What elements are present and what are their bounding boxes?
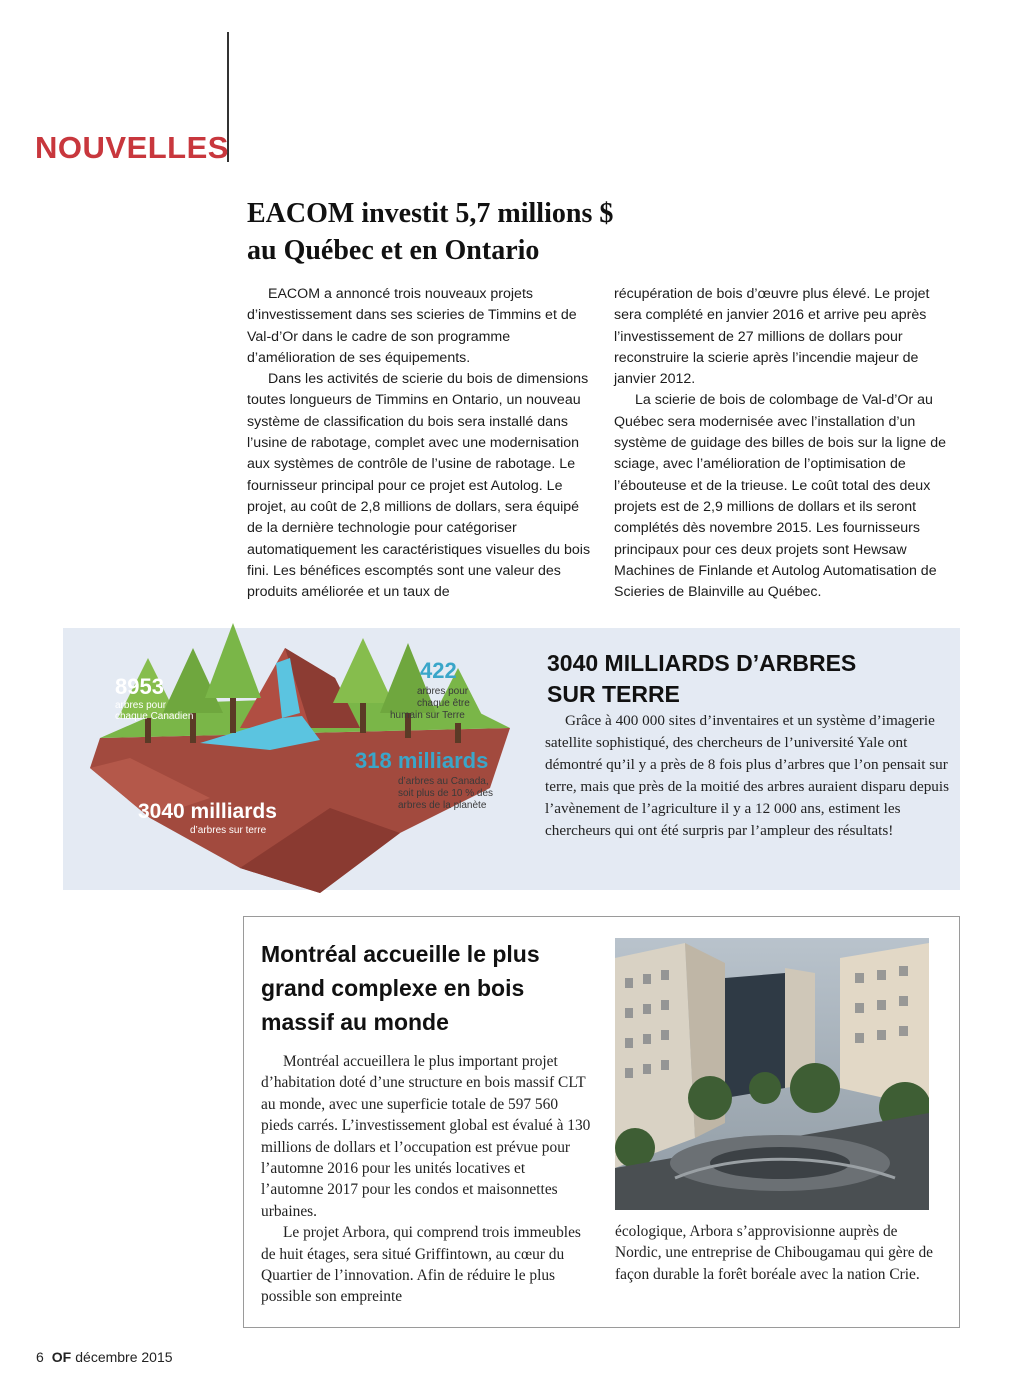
trees-title-line2: SUR TERRE — [547, 681, 680, 707]
section-label: NOUVELLES — [35, 130, 229, 165]
arbora-building-photo — [615, 938, 929, 1210]
stat-humans-label: humain sur Terre — [390, 710, 465, 721]
article1-paragraph: Dans les activités de scierie du bois de dimensions toutes longueurs de Timmins en Ontario, un nouveau système de classification du bois sera installé dans l’usine de rabotage, complet avec une modernisation aux systèmes de contrôle de l’usine de rabotage. Le fournisseur principal pour ce projet est Autolog. Le projet, au coût de 2,8 millions de dollars, sera équipé de la dernière technologie pour catégoriser automatiquement les caractéristiques visuelles du bois fini. Les bénéfices escomptés sont une valeur des produits améliorée et un taux de — [247, 371, 591, 601]
article1-title-line2: au Québec et en Ontario — [247, 235, 540, 266]
article2-title-line3: massif au monde — [261, 1009, 449, 1035]
magazine-name: OF — [51, 1349, 72, 1365]
page-footer — [36, 1349, 173, 1365]
article2-column-2 — [615, 1221, 945, 1285]
stat-canadians-label: arbres pour — [115, 700, 167, 711]
article2-paragraph: Montréal accueillera le plus important projet d’habitation doté d’une structure en bois massif CLT au monde, avec une superficie totale de 597 560 pieds carrés. L’investissement global est évalué à 130 millions de dollars et l’occupation est prévue pour l’automne 2016 pour les unités locatives et l’automne 2017 pour les condos et maisonnettes urbaines. — [261, 1053, 591, 1220]
issue-date: décembre 2015 — [75, 1349, 173, 1365]
floating-island-infographic — [70, 618, 540, 898]
trees-article-title — [547, 648, 957, 710]
article1-title-line1: EACOM investit 5,7 millions $ — [247, 198, 614, 229]
stat-canada-label: soit plus de 10 % des — [398, 788, 494, 799]
stat-humans-label: arbres pour — [417, 686, 469, 697]
stat-humans-label: chaque être — [417, 698, 470, 709]
article2-title-line2: grand complexe en bois — [261, 975, 525, 1001]
article2-paragraph: Le projet Arbora, qui comprend trois immeubles de huit étages, sera situé Griffintown, au cœur du Quartier de l’innovation. Afin de réduire le plus possible son empreinte — [261, 1224, 581, 1306]
article1-paragraph: EACOM a annoncé trois nouveaux projets d’investissement dans ses scieries de Timmins et de Val-d’Or dans le cadre de son programme d’amélioration de ses équipements. — [247, 286, 577, 366]
stat-canadians-value: 8953 — [115, 674, 164, 699]
stat-canada-label: d’arbres au Canada, — [398, 776, 489, 787]
article2-title-line1: Montréal accueille le plus — [261, 941, 540, 967]
trees-article-paragraph: Grâce à 400 000 sites d’inventaires et un système d’imagerie satellite sophistiqué, des chercheurs de l’université Yale ont démontré qu’il y a près de 8 fois plus d’arbres que l’on pensait sur terre, mais que près de la moitié des arbres auraient disparu depuis l’avènement de l’agriculture il y a 12 000 ans, estiment les chercheurs qui ont été surpris par l’ampleur des résultats! — [545, 712, 950, 839]
article2-paragraph: écologique, Arbora s’approvisionne auprès de Nordic, une entreprise de Chibougamau qui gère de façon durable la forêt boréale avec la nation Crie. — [615, 1223, 933, 1283]
stat-canadians-label: chaque Canadien — [115, 711, 194, 722]
stat-canada-value: 318 milliards — [355, 748, 489, 773]
trees-article-body — [545, 710, 950, 842]
article1-paragraph: récupération de bois d’œuvre plus élevé. Le projet sera complété en janvier 2016 et arrive peu après l’investissement de 27 millions de dollars pour reconstruire la scierie après l’incendie majeur de janvier 2012. — [614, 286, 930, 388]
stat-humans-value: 422 — [420, 658, 457, 683]
article2-title — [261, 937, 601, 1039]
article1-column-2 — [614, 284, 949, 603]
stat-earth-label: d’arbres sur terre — [190, 825, 267, 836]
article1-paragraph: La scierie de bois de colombage de Val-d’Or au Québec sera modernisée avec l’installation d’un système de guidage des billes de bois sur la ligne de sciage, avec l’amélioration de l’optimisation de l’ébouteuse et de la trieuse. Le coût total des deux projets est de 2,9 millions de dollars et ils seront complétés dès novembre 2015. Les fournisseurs principaux pour ces deux projets sont Hewsaw Machines de Finlande et Autolog Automatisation de Scieries de Blainville au Québec. — [614, 392, 947, 601]
article1-title — [247, 195, 727, 269]
stat-canada-label: arbres de la planète — [398, 800, 487, 811]
trees-title-line1: 3040 MILLIARDS D’ARBRES — [547, 650, 857, 676]
article1-column-1 — [247, 284, 592, 603]
stat-earth-value: 3040 milliards — [138, 800, 277, 823]
page-number: 6 — [36, 1349, 44, 1365]
article2-column-1 — [261, 1051, 591, 1308]
